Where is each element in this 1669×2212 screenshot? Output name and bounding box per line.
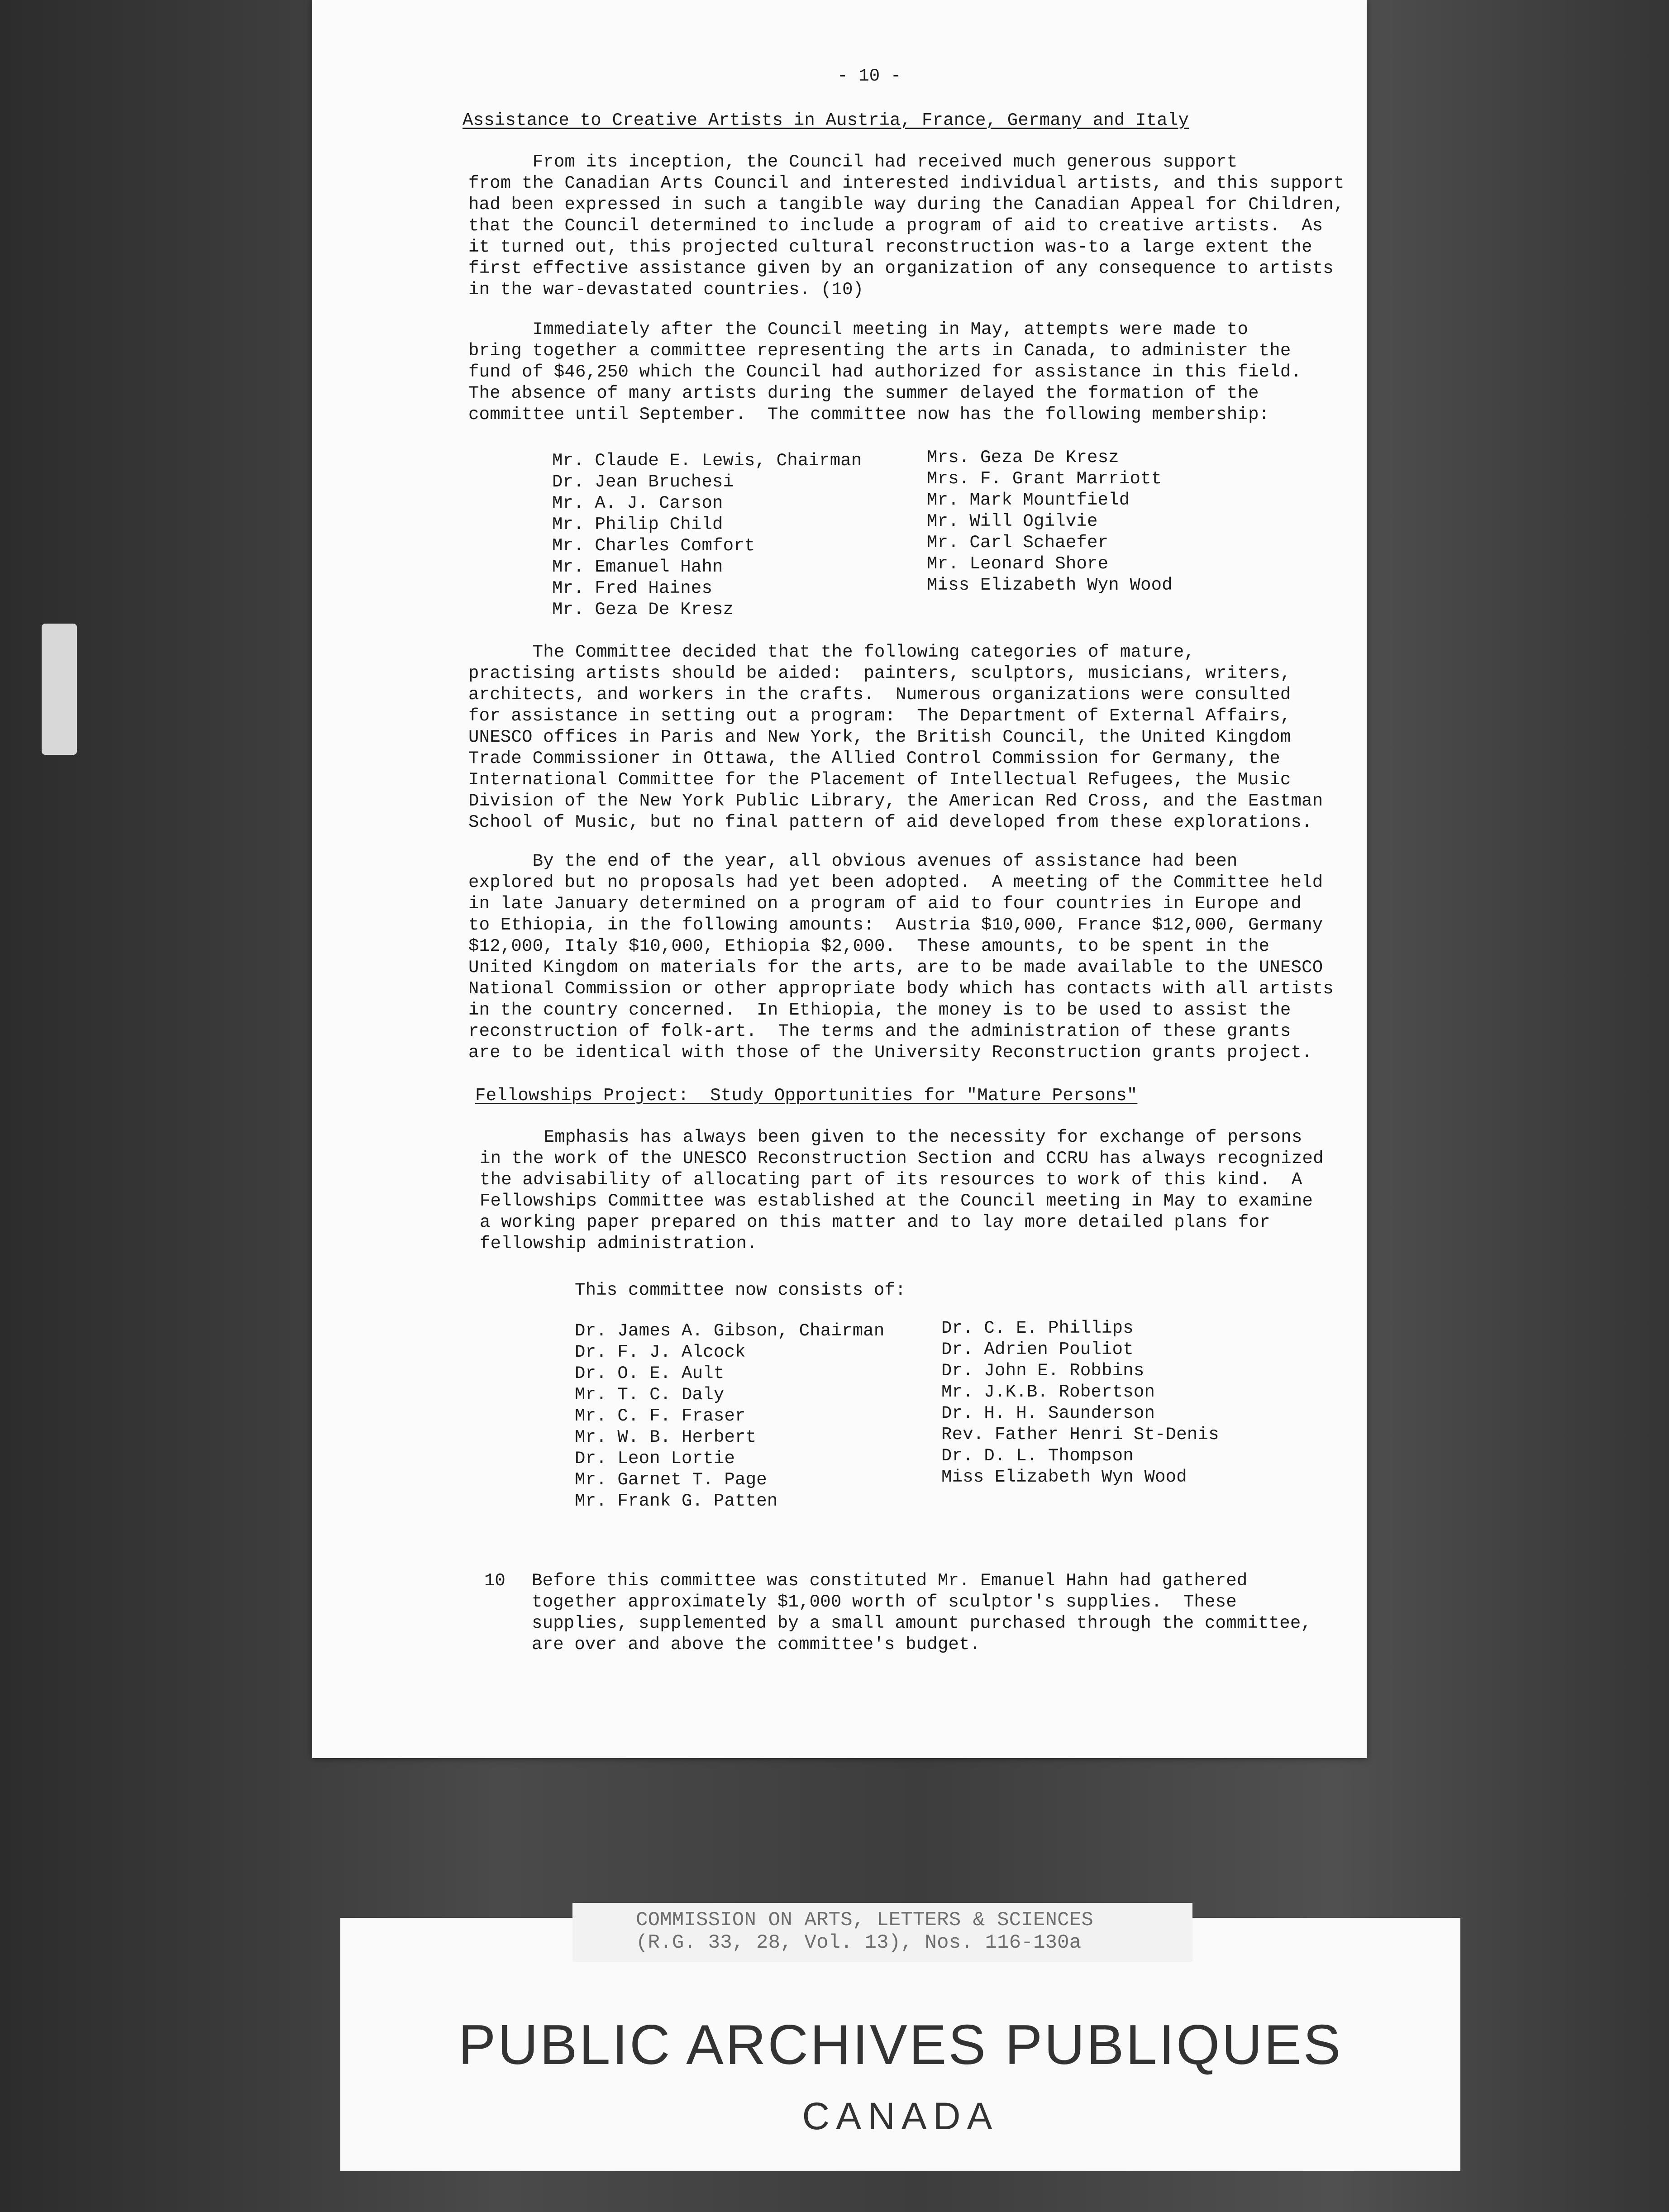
text-line: to Ethiopia, in the following amounts: Austria $10,000, France $12,000, Germany — [468, 915, 1323, 935]
paragraph — [468, 152, 1351, 300]
member-name: Dr. Leon Lortie — [575, 1449, 735, 1468]
text-line: fund of $46,250 which the Council had authorized for assistance in this field. — [468, 362, 1302, 382]
member-name: Mr. W. B. Herbert — [575, 1427, 757, 1447]
page-number: - 10 - — [837, 66, 901, 86]
text-line: supplies, supplemented by a small amount purchased through the committee, — [532, 1613, 1312, 1633]
text-line: the advisability of allocating part of its resources to work of this kind. A — [480, 1170, 1302, 1190]
member-name: Dr. Jean Bruchesi — [552, 472, 734, 492]
footnote-number: 10 — [484, 1571, 505, 1591]
text-line: School of Music, but no final pattern of aid developed from these explorations. — [468, 812, 1312, 832]
member-name: Mr. J.K.B. Robertson — [941, 1382, 1155, 1402]
member-name: Dr. F. J. Alcock — [575, 1342, 746, 1362]
member-name: Dr. John E. Robbins — [941, 1361, 1144, 1381]
member-name: Mr. Emanuel Hahn — [552, 557, 723, 577]
section-heading-fellowships: Fellowships Project: Study Opportunities for "Mature Persons" — [475, 1086, 1138, 1106]
text-line: practising artists should be aided: painters, sculptors, musicians, writers, — [468, 663, 1291, 683]
member-name: Mr. Carl Schaefer — [927, 533, 1109, 553]
text-line: a working paper prepared on this matter and to lay more detailed plans for — [480, 1212, 1270, 1232]
text-line: International Committee for the Placement of Intellectual Refugees, the Music — [468, 770, 1291, 790]
member-name: Mr. Geza De Kresz — [552, 600, 734, 620]
text-line: are to be identical with those of the University Reconstruction grants project. — [468, 1043, 1312, 1063]
footnote-body — [532, 1570, 1311, 1655]
member-name: Mr. Philip Child — [552, 515, 723, 534]
archive-title: PUBLIC ARCHIVES PUBLIQUES — [458, 2014, 1343, 2076]
text-line: bring together a committee representing the arts in Canada, to administer the — [468, 341, 1291, 361]
member-name: Mr. C. F. Fraser — [575, 1406, 746, 1426]
text-line: UNESCO offices in Paris and New York, the British Council, the United Kingdom — [468, 727, 1291, 747]
text-line: Immediately after the Council meeting in May, attempts were made to — [468, 319, 1249, 339]
text-line: together approximately $1,000 worth of sculptor's supplies. These — [532, 1592, 1237, 1612]
archive-subtitle: CANADA — [802, 2095, 999, 2137]
text-line: had been expressed in such a tangible way during the Canadian Appeal for Children, — [468, 195, 1345, 215]
section-heading-creative-artists: Assistance to Creative Artists in Austria, France, Germany and Italy — [463, 110, 1189, 130]
member-name: Dr. H. H. Saunderson — [941, 1403, 1155, 1423]
text-line: in the war-devastated countries. (10) — [468, 280, 864, 300]
text-line: in the country concerned. In Ethiopia, the money is to be used to assist the — [468, 1000, 1291, 1020]
text-line: committee until September. The committee now has the following membership: — [468, 405, 1270, 424]
member-name: Dr. D. L. Thompson — [941, 1446, 1134, 1466]
text-line: for assistance in setting out a program: The Department of External Affairs, — [468, 706, 1291, 726]
text-line: Division of the New York Public Library, the American Red Cross, and the Eastman — [468, 791, 1323, 811]
text-line: reconstruction of folk-art. The terms and the administration of these grants — [468, 1021, 1291, 1041]
committee-intro: This committee now consists of: — [575, 1280, 906, 1300]
document-page — [312, 0, 1367, 1758]
member-name: Miss Elizabeth Wyn Wood — [941, 1467, 1187, 1487]
member-name: Dr. C. E. Phillips — [941, 1318, 1134, 1338]
film-edge-mark — [42, 624, 77, 755]
paragraph — [468, 642, 1351, 833]
text-line: Fellowships Committee was established at the Council meeting in May to examine — [480, 1191, 1313, 1211]
text-line: Before this committee was constituted Mr. Emanuel Hahn had gathered — [532, 1571, 1248, 1591]
committee-member-list — [927, 447, 1173, 596]
text-line: in the work of the UNESCO Reconstruction Section and CCRU has always recognized — [480, 1149, 1324, 1168]
paragraph — [468, 319, 1351, 425]
text-line: The Committee decided that the following categories of mature, — [468, 642, 1195, 662]
member-name: Mr. A. J. Carson — [552, 493, 723, 513]
text-line: are over and above the committee's budget. — [532, 1635, 981, 1654]
text-line: from the Canadian Arts Council and interested individual artists, and this support — [468, 173, 1345, 193]
text-line: architects, and workers in the crafts. Numerous organizations were consulted — [468, 685, 1291, 705]
text-line: that the Council determined to include a program of aid to creative artists. As — [468, 216, 1323, 236]
archive-reference-stamp — [572, 1903, 1192, 1962]
member-name: Mr. Leonard Shore — [927, 554, 1109, 574]
text-line: $12,000, Italy $10,000, Ethiopia $2,000. These amounts, to be spent in the — [468, 936, 1270, 956]
paragraph — [480, 1127, 1362, 1254]
member-name: Rev. Father Henri St-Denis — [941, 1425, 1219, 1444]
text-line: Emphasis has always been given to the necessity for exchange of persons — [480, 1127, 1302, 1147]
member-name: Mr. Claude E. Lewis, Chairman — [552, 451, 862, 471]
paragraph — [468, 851, 1351, 1063]
reference-line: (R.G. 33, 28, Vol. 13), Nos. 116-130a — [636, 1931, 1082, 1954]
text-line: it turned out, this projected cultural reconstruction was-to a large extent the — [468, 237, 1312, 257]
text-line: Trade Commissioner in Ottawa, the Allied Control Commission for Germany, the — [468, 748, 1280, 768]
reference-line: COMMISSION ON ARTS, LETTERS & SCIENCES — [636, 1909, 1093, 1931]
member-name: Dr. James A. Gibson, Chairman — [575, 1321, 885, 1341]
member-name: Mr. Will Ogilvie — [927, 511, 1098, 531]
member-name: Mr. Frank G. Patten — [575, 1491, 778, 1511]
member-name: Mr. Fred Haines — [552, 578, 713, 598]
text-line: in late January determined on a program of aid to four countries in Europe and — [468, 894, 1302, 914]
member-name: Dr. Adrien Pouliot — [941, 1340, 1134, 1359]
member-name: Dr. O. E. Ault — [575, 1363, 725, 1383]
member-name: Mrs. Geza De Kresz — [927, 448, 1119, 467]
committee-member-list — [941, 1318, 1219, 1488]
text-line: fellowship administration. — [480, 1234, 758, 1254]
committee-member-list — [552, 450, 862, 620]
member-name: Miss Elizabeth Wyn Wood — [927, 575, 1173, 595]
text-line: From its inception, the Council had received much generous support — [468, 152, 1238, 172]
member-name: Mr. Mark Mountfield — [927, 490, 1130, 510]
member-name: Mrs. F. Grant Marriott — [927, 469, 1162, 489]
text-line: explored but no proposals had yet been adopted. A meeting of the Committee held — [468, 872, 1323, 892]
text-line: United Kingdom on materials for the arts, are to be made available to the UNESCO — [468, 958, 1323, 977]
member-name: Mr. Garnet T. Page — [575, 1470, 767, 1490]
text-line: National Commission or other appropriate body which has contacts with all artists — [468, 979, 1334, 999]
text-line: By the end of the year, all obvious avenues of assistance had been — [468, 851, 1238, 871]
member-name: Mr. T. C. Daly — [575, 1385, 725, 1405]
text-line: first effective assistance given by an organization of any consequence to artists — [468, 258, 1334, 278]
committee-member-list — [575, 1321, 885, 1512]
member-name: Mr. Charles Comfort — [552, 536, 755, 556]
text-line: The absence of many artists during the summer delayed the formation of the — [468, 383, 1259, 403]
